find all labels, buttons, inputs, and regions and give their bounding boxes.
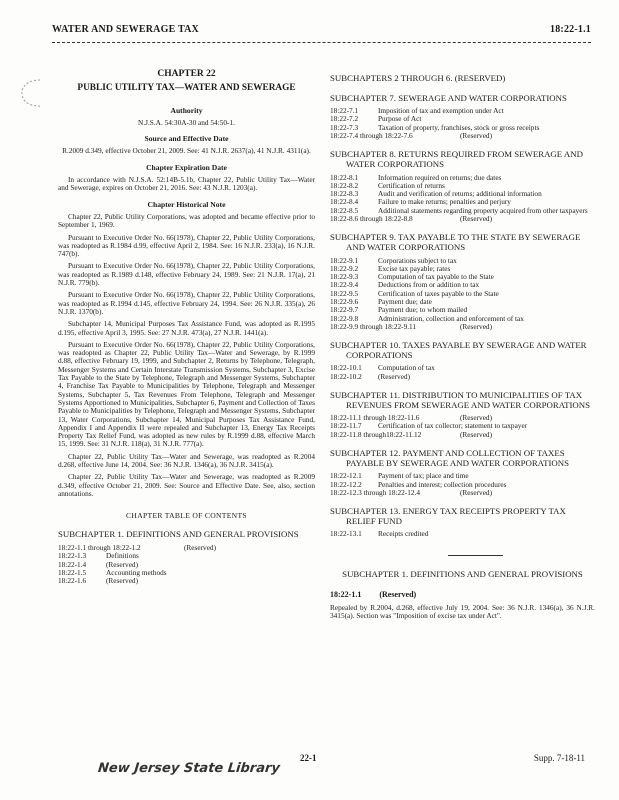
expiration-heading: Chapter Expiration Date	[146, 162, 227, 172]
toc-entry-title: Audit and verification of returns; additional information	[378, 189, 542, 199]
subchapter-heading: SUBCHAPTER 1. DEFINITIONS AND GENERAL PROVISIONS	[58, 529, 299, 540]
toc-entry	[330, 215, 595, 223]
toc-entry	[330, 431, 595, 439]
toc-entry-number: 18:22-8.1	[330, 172, 359, 182]
toc-entry-number: 18:22-11.8 through18:22-11.12	[330, 429, 422, 439]
toc-entry-title: Payment due; date	[378, 297, 432, 307]
expiration-text: In accordance with N.J.S.A. 52:14B-5.1b, Chapter 22, Public Utility Tax—Water and Sewerage, expires on October 21, 2016. See: 43 N.J.R. 1203(a).	[58, 175, 315, 193]
toc-entry-number: 18:22-9.3	[330, 272, 359, 282]
table-of-contents-heading: CHAPTER TABLE OF CONTENTS	[126, 511, 247, 521]
toc-entry-number: 18:22-9.5	[330, 288, 359, 298]
toc-entry	[330, 364, 595, 372]
toc-entry	[330, 257, 595, 265]
authority-heading: Authority	[170, 105, 203, 115]
toc-entry-number: 18:22-12.2	[330, 479, 362, 489]
toc-entry-number: 18:22-9.1	[330, 255, 359, 265]
toc-entry-title: Certification of returns	[378, 180, 445, 190]
toc-entry-number: 18:22-9.2	[330, 263, 359, 273]
toc-entry-title: Penalties and interest; collection procedures	[378, 479, 507, 489]
toc-entry-number: 18:22-10.2	[330, 371, 362, 381]
toc-entry-title: Administration, collection and enforcement of tax	[378, 313, 524, 323]
subchapter-heading: SUBCHAPTER 9. TAX PAYABLE TO THE STATE BY SEWERAGE AND WATER CORPORATIONS	[330, 232, 581, 252]
toc-entry-number: 18:22-1.3	[58, 551, 87, 561]
toc-entry-title: Taxation of property, franchises, stock or gross receipts	[378, 122, 540, 132]
authority-text: N.J.S.A. 54:30A-30 and 54:50-1.	[138, 117, 235, 127]
body-subchapter-heading: SUBCHAPTER 1. DEFINITIONS AND GENERAL PROVISIONS	[342, 568, 583, 579]
section-divider	[448, 555, 503, 556]
history-paragraph: Chapter 22, Public Utility Tax—Water and Sewerage, was readopted as R.2004 d.268, effective June 14, 2004. See: 36 N.J.R. 1346(a), 36 N.J.R. 3415(a).	[58, 451, 315, 469]
history-paragraph: Pursuant to Executive Order No. 66(1978), Chapter 22, Public Utility Corporations, was readopted as R.1984 d.99, effective April 2, 1984. See: 16 N.J.R. 233(a), 16 N.J.R. 747(b).	[58, 232, 315, 259]
history-notes	[58, 213, 315, 498]
toc-entry-title: Additional statements regarding property acquired from other taxpayers	[378, 205, 588, 215]
toc-entry-title: (Reserved)	[106, 576, 139, 586]
toc-entry-number: 18:22-7.4 through 18:22-7.6	[330, 131, 413, 141]
toc-entry-number: 18:22-1.1 through 18:22-1.2	[58, 543, 141, 553]
toc-list	[330, 414, 595, 439]
toc-entry-title: (Reserved)	[184, 543, 217, 553]
toc-entry-title: Certification of taxes payable to the State	[378, 288, 499, 298]
subchapter-heading: SUBCHAPTER 12. PAYMENT AND COLLECTION OF TAXES PAYABLE BY SEWERAGE AND WATER CORPORATIONS	[330, 448, 569, 468]
toc-entry-title: (Reserved)	[460, 131, 493, 141]
toc-entry-number: 18:22-8.2	[330, 180, 359, 190]
chapter-number: CHAPTER 22	[157, 69, 216, 79]
toc-entry	[330, 174, 595, 182]
subchapter-heading: SUBCHAPTER 11. DISTRIBUTION TO MUNICIPALITIES OF TAX REVENUES FROM SEWERAGE AND WATER CORPORATIONS	[330, 389, 590, 410]
toc-entry-title: Certification of tax collector; statement to taxpayer	[378, 421, 528, 431]
toc-entry-number: 18:22-9.4	[330, 280, 359, 290]
punch-hole-mark	[20, 78, 46, 108]
right-column	[330, 74, 595, 620]
toc-entry	[330, 323, 595, 331]
toc-entry-number: 18:22-8.3	[330, 189, 359, 199]
toc-entry-title: Computation of tax	[378, 363, 435, 373]
toc-entry-number: 18:22-1.6	[58, 576, 87, 586]
toc-entry-number: 18:22-7.1	[330, 106, 359, 116]
toc-entry-number: 18:22-9.7	[330, 305, 359, 315]
toc-entry	[330, 132, 595, 140]
source-text: R.2009 d.349, effective October 21, 2009. See: 41 N.J.R. 2637(a), 41 N.J.R. 4311(a).	[62, 146, 311, 156]
toc-entry-title: Imposition of tax and exemption under Act	[378, 106, 504, 116]
toc-entry-title: Corporations subject to tax	[378, 255, 457, 265]
history-paragraph: Pursuant to Executive Order No. 66(1978), Chapter 22, Public Utility Corporations, was readopted as Chapter 22, Public Utility Tax—Water and Sewerage, by R.1999 d.88, effective February 19, 1999, and Subchapter 2, Returns by Telephone, Telegraph, Messenger Systems and Certain Interstate Transmission Systems, Subchapter 3, Excise Tax Payable to the State by Telephone, Telegraph and Messenger Systems, Subchapter 4, Franchise Tax Payable to Municipalities by Telephone, Telegraph and Messenger Systems, Subchapter 5, Tax Revenues From Telephone, Telegraph and Messenger Systems Apportioned to Municipalities, Subchapter 6, Payment and Collection of Taxes Payable to Municipalities by Telephone, Telegraph and Messenger Systems, Subchapter 13, Water Corporations, Subchapter 14, Municipal Purposes Tax Assistance Fund, Appendix I and Appendix II were repealed and Subchapter 13, Energy Tax Receipts Property Tax Relief Fund, was adopted as new rules by R.1999 d.88, effective March 15, 1999. See: 31 N.J.R. 118(a), 31 N.J.R. 777(a).	[58, 339, 315, 449]
history-paragraph: Subchapter 14, Municipal Purposes Tax Assistance Fund, was adopted as R.1995 d.195, effective April 3, 1995. See: 27 N.J.R. 473(a), 27 N.J.R. 1441(a).	[58, 319, 315, 337]
toc-entry-number: 18:22-12.1	[330, 471, 362, 481]
history-paragraph: Pursuant to Executive Order No. 66(1978), Chapter 22, Public Utility Corporations, was readopted as R.1989 d.148, effective February 24, 1989. See: 21 N.J.R. 17(a), 21 N.J.R. 779(b).	[58, 261, 315, 288]
header-section-number: 18:22-1.1	[550, 24, 591, 35]
toc-entry-number: 18:22-10.1	[330, 363, 362, 373]
left-column	[58, 70, 315, 588]
toc-entry-title: (Reserved)	[460, 487, 493, 497]
toc-entry-number: 18:22-9.9 through 18:22-9.11	[330, 321, 417, 331]
toc-entry-number: 18:22-9.8	[330, 313, 359, 323]
toc-entry-title: Information required on returns; due dates	[378, 172, 502, 182]
toc-entry	[58, 544, 315, 552]
toc-entry-number: 18:22-8.6 through 18:22-8.8	[330, 214, 413, 224]
toc-entry-number: 18:22-1.4	[58, 559, 87, 569]
history-paragraph: Pursuant to Executive Order No. 66(1978), Chapter 22, Public Utility Corporations, was readopted as R.1994 d.145, effective February 24, 1994. See: 26 N.J.R. 335(a), 26 N.J.R. 1370(b).	[58, 290, 315, 316]
toc-entry-title: Definitions	[106, 551, 139, 561]
header-title: WATER AND SEWERAGE TAX	[52, 24, 199, 35]
history-paragraph: Chapter 22, Public Utility Tax—Water and Sewerage, was readopted as R.2009 d.349, effective October 21, 2009. See: Source and Effective Date. See, also, section annotations.	[58, 472, 315, 498]
toc-list	[330, 174, 595, 224]
toc-entry-title: (Reserved)	[378, 371, 411, 381]
subchapter-heading: SUBCHAPTER 10. TAXES PAYABLE BY SEWERAGE AND WATER CORPORATIONS	[330, 340, 587, 360]
section-heading	[330, 591, 595, 599]
toc-entry-number: 18:22-8.4	[330, 197, 359, 207]
toc-entry	[330, 530, 595, 538]
toc-list	[58, 544, 315, 585]
toc-entry	[58, 561, 315, 569]
toc-list	[330, 257, 595, 332]
toc-entry-title: (Reserved)	[460, 413, 493, 423]
toc-entry-title: Excise tax payable; rates	[378, 263, 451, 273]
header-rule	[52, 42, 591, 43]
toc-entry	[330, 373, 595, 381]
toc-entry	[58, 569, 315, 577]
toc-entry-title: (Reserved)	[460, 429, 493, 439]
supplement-date: Supp. 7-18-11	[533, 753, 585, 763]
section-title: (Reserved)	[379, 590, 417, 600]
toc-entry-title: Accounting methods	[106, 567, 167, 577]
running-header	[52, 24, 591, 40]
toc-entry-title: Computation of tax payable to the State	[378, 272, 494, 282]
history-heading: Chapter Historical Note	[147, 199, 226, 209]
toc-list	[330, 472, 595, 497]
toc-entry	[58, 577, 315, 585]
toc-entry-number: 18:22-9.6	[330, 297, 359, 307]
subchapter-heading: SUBCHAPTERS 2 THROUGH 6. (RESERVED)	[330, 73, 506, 83]
toc-entry-number: 18:22-11.7	[330, 421, 362, 431]
toc-entry-title: Failure to make returns; penalties and perjury	[378, 197, 511, 207]
toc-entry-number: 18:22-12.3 through 18:22-12.4	[330, 487, 420, 497]
section-number: 18:22-1.1	[330, 590, 362, 600]
toc-entry	[330, 489, 595, 497]
subchapter-heading: SUBCHAPTER 8. RETURNS REQUIRED FROM SEWERAGE AND WATER CORPORATIONS	[330, 149, 583, 169]
toc-entry-title: Receipts credited	[378, 529, 429, 539]
toc-entry-title: Payment due; to whom mailed	[378, 305, 468, 315]
toc-entry-title: (Reserved)	[106, 559, 139, 569]
toc-list	[330, 530, 595, 538]
subchapter-heading: SUBCHAPTER 13. ENERGY TAX RECEIPTS PROPERTY TAX RELIEF FUND	[330, 506, 566, 526]
chapter-title: PUBLIC UTILITY TAX—WATER AND SEWERAGE	[77, 83, 296, 94]
toc-entry-number: 18:22-11.1 through 18:22-11.6	[330, 413, 420, 423]
toc-entry-number: 18:22-1.5	[58, 567, 87, 577]
toc-entry-title: (Reserved)	[460, 214, 493, 224]
toc-entry-title: Purpose of Act	[378, 114, 422, 124]
toc-entry	[58, 552, 315, 560]
toc-entry-number: 18:22-7.3	[330, 122, 359, 132]
toc-entry-number: 18:22-13.1	[330, 529, 362, 539]
toc-list	[330, 107, 595, 140]
toc-entry-title: Deductions from or addition to tax	[378, 280, 480, 290]
page-number: 22-1	[300, 753, 317, 763]
toc-entry	[330, 107, 595, 115]
toc-entry	[330, 290, 595, 298]
library-stamp: New Jersey State Library	[97, 761, 281, 776]
subchapter-heading: SUBCHAPTER 7. SEWERAGE AND WATER CORPORATIONS	[330, 92, 567, 103]
toc-entry-number: 18:22-7.2	[330, 114, 359, 124]
history-paragraph: Chapter 22, Public Utility Corporations, was adopted and became effective prior to September 1, 1969.	[58, 211, 315, 230]
section-annotation: Repealed by R.2004, d.268, effective July 19, 2004. See: 36 N.J.R. 1346(a), 36 N.J.R. 3415(a). Section was "Imposition of excise tax under Act".	[330, 602, 595, 620]
toc-list	[330, 364, 595, 381]
toc-entry-title: (Reserved)	[460, 321, 493, 331]
toc-entry-title: Payment of tax; place and time	[378, 471, 469, 481]
toc-entry-number: 18:22-8.5	[330, 205, 359, 215]
source-heading: Source and Effective Date	[144, 134, 229, 144]
